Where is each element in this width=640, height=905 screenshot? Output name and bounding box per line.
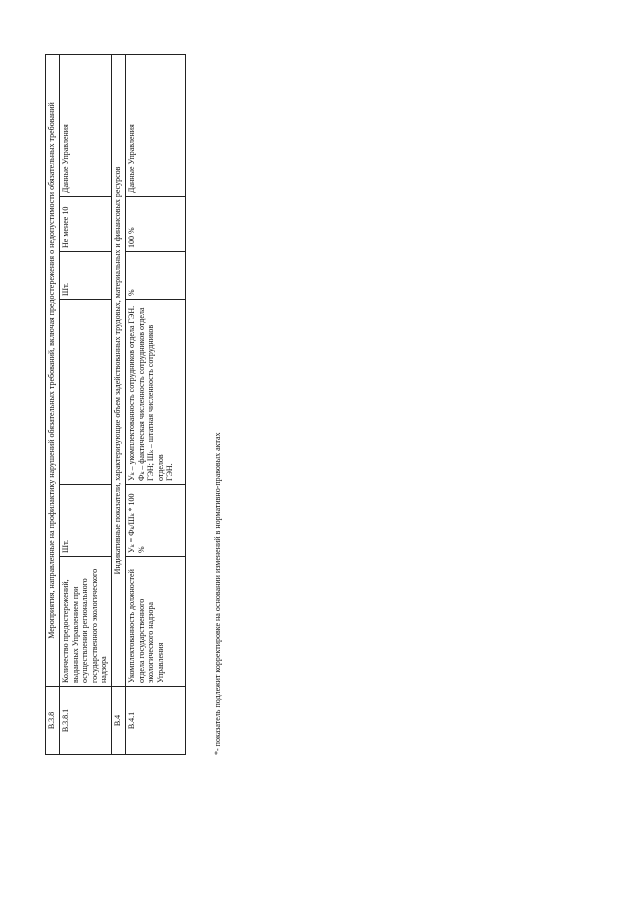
section-title: Мероприятия, направленные на профилактику нарушений обязательных требований, включая предостережения о недопустимости обязательных требований xyxy=(46,55,60,687)
target-value-cell: Не менее 10 xyxy=(60,197,112,252)
unit-cell: Шт. xyxy=(60,252,112,300)
description-line: ГЭН; Шₖ – штатная численность сотрудников отделов xyxy=(146,324,165,481)
rotated-page xyxy=(45,55,640,755)
table-row xyxy=(60,55,112,755)
formula-cell xyxy=(126,485,186,557)
table-row xyxy=(112,55,126,755)
indicators-table xyxy=(45,54,186,755)
description-cell xyxy=(126,300,186,485)
formula-text: Уₖ = Фₖ/Шₖ * 100 xyxy=(127,493,136,553)
table-row xyxy=(126,55,186,755)
indicator-name: Количество предостережений, выданных Управлением при осуществлении регионального государственного экологического надзора xyxy=(60,557,112,687)
description-line: Уₖ – укомплектованность сотрудников отдела ГЭН. xyxy=(127,305,136,481)
row-code: В.3.8.1 xyxy=(60,687,112,755)
target-value-cell: 100 % xyxy=(126,197,186,252)
section-code: В.3.8 xyxy=(46,687,60,755)
source-cell: Данные Управления xyxy=(60,55,112,197)
description-line: ГЭН. xyxy=(165,463,175,481)
row-code: В.4.1 xyxy=(126,687,186,755)
source-cell: Данные Управления xyxy=(126,55,186,197)
formula-cell: Шт. xyxy=(60,485,112,557)
section-code: В.4 xyxy=(112,687,126,755)
table-row xyxy=(46,55,60,755)
description-line: Фₖ – фактическая численность сотрудников отдела xyxy=(136,307,146,481)
description-cell xyxy=(60,300,112,485)
formula-unit: % xyxy=(136,546,146,553)
unit-cell: % xyxy=(126,252,186,300)
indicator-name: Укомплектованность должностей отдела государственного экологического надзора Управления xyxy=(126,557,186,687)
footnote: *- показатель подлежит корректировке на основании изменений в нормативно-правовых актах xyxy=(213,432,222,755)
section-title: Индикативные показатели, характеризующие объем задействованных трудовых, материальных и финансовых ресурсов xyxy=(112,55,126,687)
